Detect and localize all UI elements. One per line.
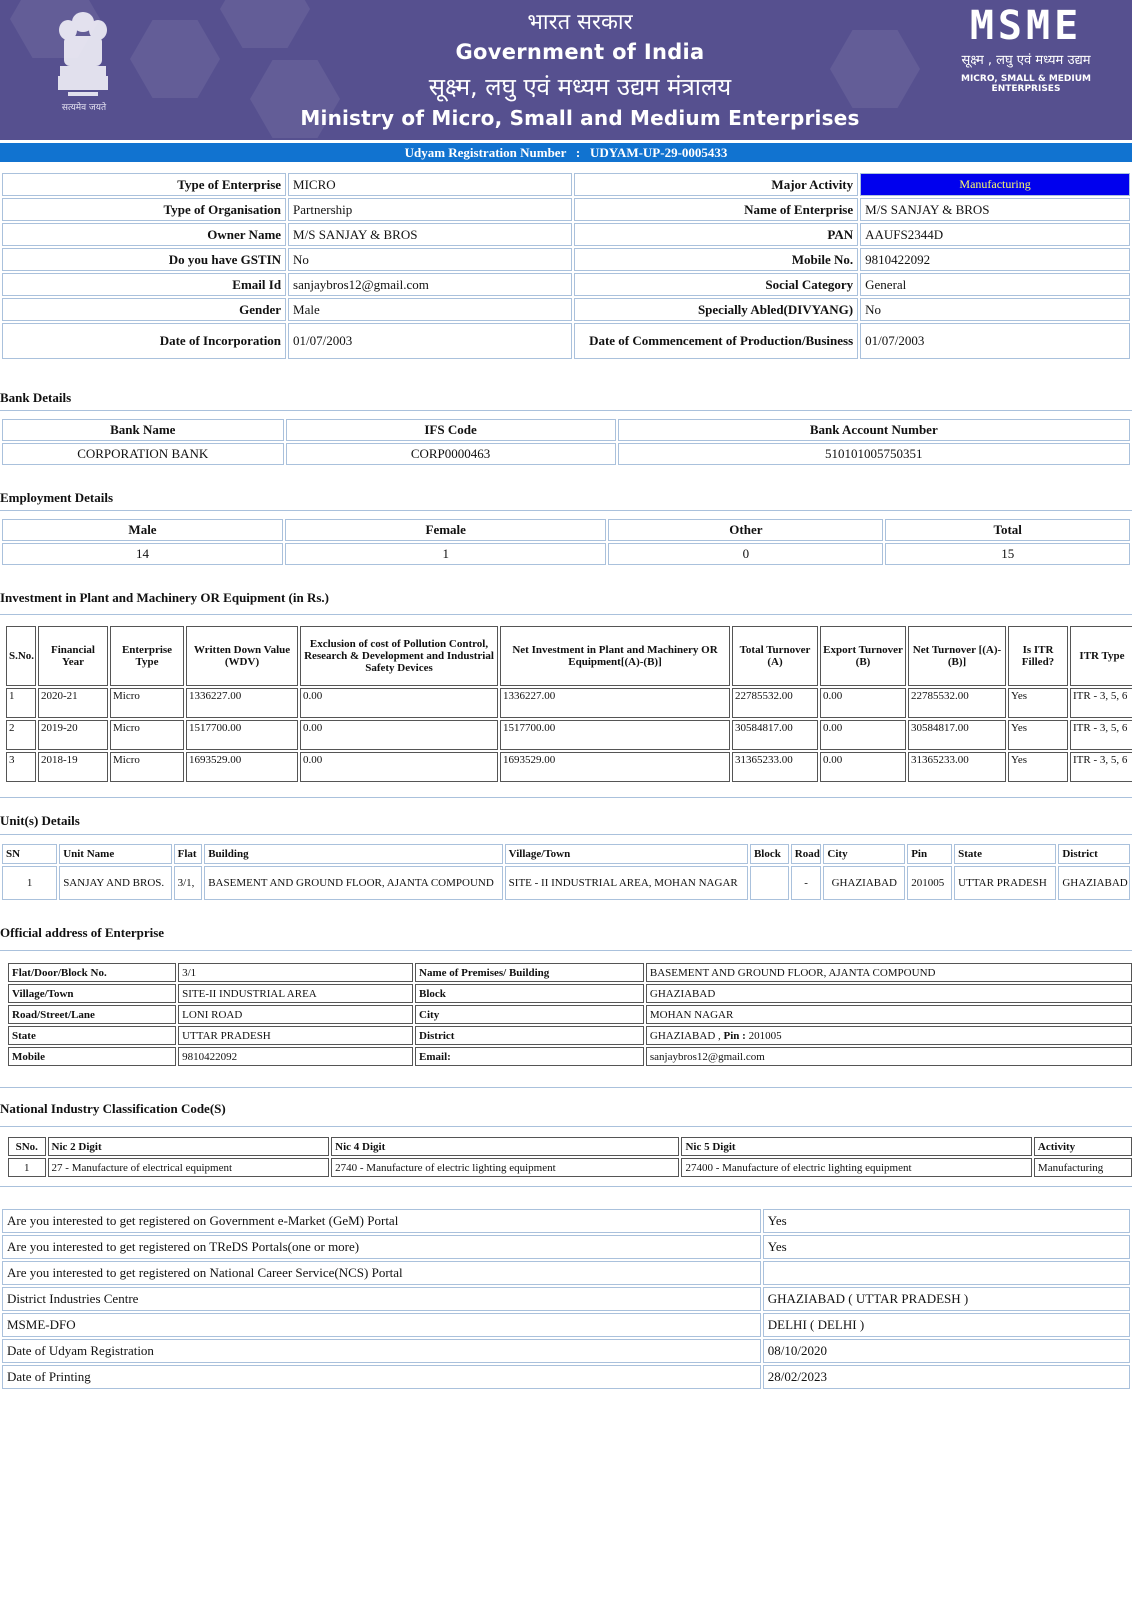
ministry-header (0, 0, 1132, 140)
cell: Yes (1008, 720, 1068, 750)
cell: - (791, 866, 822, 900)
state-value: UTTAR PRADESH (178, 1026, 413, 1045)
other-information-table (0, 1207, 1132, 1391)
nic-divider (0, 1126, 1132, 1127)
unit-header-city: City (823, 844, 905, 864)
commencement-date-value: 01/07/2003 (860, 323, 1130, 359)
registration-separator: : (575, 145, 581, 160)
cell: Yes (1008, 688, 1068, 718)
msme-logo-english: MICRO, SMALL & MEDIUM ENTERPRISES (960, 74, 1092, 94)
district-label: District (415, 1026, 644, 1045)
cell: 27 - Manufacture of electrical equipment (48, 1158, 330, 1177)
other-header: Other (608, 519, 883, 541)
unit-header-building: Building (204, 844, 502, 864)
premises-label: Name of Premises/ Building (415, 963, 644, 982)
cell: Manufacturing (1034, 1158, 1132, 1177)
cell: 1 (8, 1158, 46, 1177)
cell: Micro (110, 752, 184, 782)
cell: 2 (6, 720, 36, 750)
cell: 3/1, (174, 866, 203, 900)
registration-label: Udyam Registration Number (404, 145, 567, 160)
address-mobile-label: Mobile (8, 1047, 176, 1066)
unit-header-block: Block (750, 844, 789, 864)
cell: 0.00 (300, 720, 498, 750)
investment-heading: Investment in Plant and Machinery OR Equipment (in Rs.) (0, 590, 329, 605)
ncs-portal-answer (763, 1261, 1130, 1285)
nic-table (6, 1135, 1132, 1179)
account-number-header: Bank Account Number (618, 419, 1130, 441)
cell: 0.00 (820, 720, 906, 750)
hindi-government-title: भारत सरकार (527, 10, 633, 35)
nic-heading: National Industry Classification Code(S) (0, 1101, 226, 1116)
road-label: Road/Street/Lane (8, 1005, 176, 1024)
employment-details-table (0, 517, 1132, 567)
cell: 1336227.00 (500, 688, 730, 718)
flat-label: Flat/Door/Block No. (8, 963, 176, 982)
cell: GHAZIABAD (1058, 866, 1130, 900)
cell: BASEMENT AND GROUND FLOOR, AJANTA COMPOUND (204, 866, 502, 900)
table-row (2, 1339, 1130, 1363)
cell: Micro (110, 688, 184, 718)
district-value: GHAZIABAD , (649, 1029, 721, 1042)
investment-header-net-investment: Net Investment in Plant and Machinery OR Equipment[(A)-(B)] (500, 626, 730, 686)
official-address-heading: Official address of Enterprise (0, 925, 165, 940)
cell: 2740 - Manufacture of electric lighting equipment (331, 1158, 679, 1177)
major-activity-label: Major Activity (574, 173, 858, 196)
total-header: Total (885, 519, 1130, 541)
address-email-value: sanjaybros12@gmail.com (646, 1047, 1132, 1066)
pan-label: PAN (574, 223, 858, 246)
national-emblem-icon (50, 8, 116, 112)
cell: 2018-19 (38, 752, 108, 782)
table-row (2, 1365, 1130, 1389)
emblem-motto: सत्यमेव जयते (61, 103, 107, 113)
cell: SITE - II INDUSTRIAL AREA, MOHAN NAGAR (505, 866, 748, 900)
enterprise-details-table (0, 171, 1132, 361)
unit-header-state: State (954, 844, 1056, 864)
pin-value: 201005 (748, 1029, 782, 1042)
social-category-label: Social Category (574, 273, 858, 296)
female-count: 1 (285, 543, 606, 565)
investment-header-year: Financial Year (38, 626, 108, 686)
cell: ITR - 3, 5, 6 (1070, 688, 1132, 718)
village-label: Village/Town (8, 984, 176, 1003)
cell: 31365233.00 (908, 752, 1006, 782)
cell: 30584817.00 (908, 720, 1006, 750)
table-row (6, 720, 1132, 750)
cell: 1693529.00 (186, 752, 298, 782)
cell: 1693529.00 (500, 752, 730, 782)
city-label: City (415, 1005, 644, 1024)
dic-label: District Industries Centre (2, 1287, 761, 1311)
table-row (6, 752, 1132, 782)
gem-portal-question: Are you interested to get registered on Government e-Market (GeM) Portal (2, 1209, 761, 1233)
social-category-value: General (860, 273, 1130, 296)
unit-header-district: District (1058, 844, 1130, 864)
investment-bottom-divider (0, 797, 1132, 798)
cell: 31365233.00 (732, 752, 818, 782)
table-row (2, 1261, 1130, 1285)
investment-header-type: Enterprise Type (110, 626, 184, 686)
cell: 3 (6, 752, 36, 782)
cell: 0.00 (820, 752, 906, 782)
unit-header-road: Road (791, 844, 822, 864)
cell: 1 (6, 688, 36, 718)
type-of-organisation-label: Type of Organisation (2, 198, 286, 221)
msme-logo-hindi: सूक्ष्म , लघु एवं मध्यम उद्यम (961, 53, 1091, 68)
bank-name-value: CORPORATION BANK (2, 443, 284, 465)
cell: 0.00 (300, 752, 498, 782)
nic-header-5digit: Nic 5 Digit (681, 1137, 1031, 1156)
msme-logo (940, 3, 1112, 94)
city-value: MOHAN NAGAR (646, 1005, 1132, 1024)
cell: 1517700.00 (186, 720, 298, 750)
address-mobile-value: 9810422092 (178, 1047, 413, 1066)
bank-details-heading: Bank Details (0, 390, 72, 405)
investment-header-sno: S.No. (6, 626, 36, 686)
table-row (2, 1235, 1130, 1259)
email-label: Email Id (2, 273, 286, 296)
pin-label: Pin : (723, 1029, 746, 1042)
other-count: 0 (608, 543, 883, 565)
cell: Micro (110, 720, 184, 750)
ncs-portal-question: Are you interested to get registered on National Career Service(NCS) Portal (2, 1261, 761, 1285)
major-activity-value: Manufacturing (860, 173, 1130, 196)
owner-name-label: Owner Name (2, 223, 286, 246)
hindi-ministry-title: सूक्ष्म, लघु एवं मध्यम उद्यम मंत्रालय (428, 73, 732, 101)
pan-value: AAUFS2344D (860, 223, 1130, 246)
employment-divider (0, 510, 1132, 511)
nic-header-4digit: Nic 4 Digit (331, 1137, 679, 1156)
ifs-code-header: IFS Code (286, 419, 616, 441)
unit-header-flat: Flat (174, 844, 203, 864)
cell: 1517700.00 (500, 720, 730, 750)
msme-dfo-value: DELHI ( DELHI ) (763, 1313, 1130, 1337)
udyam-registration-date-label: Date of Udyam Registration (2, 1339, 761, 1363)
block-label: Block (415, 984, 644, 1003)
nic-header-2digit: Nic 2 Digit (48, 1137, 330, 1156)
unit-divider (0, 834, 1132, 835)
mobile-label: Mobile No. (574, 248, 858, 271)
cell: 0.00 (300, 688, 498, 718)
cell: 2019-20 (38, 720, 108, 750)
printing-date-label: Date of Printing (2, 1365, 761, 1389)
investment-table (4, 624, 1132, 784)
nic-bottom-divider (0, 1186, 1132, 1187)
investment-header-itr-filed: Is ITR Filled? (1008, 626, 1068, 686)
unit-header-pin: Pin (907, 844, 952, 864)
cell: ITR - 3, 5, 6 (1070, 720, 1132, 750)
address-email-label: Email: (415, 1047, 644, 1066)
district-pin-value (646, 1026, 1132, 1045)
udyam-registration-date-value: 08/10/2020 (763, 1339, 1130, 1363)
investment-header-net-turnover: Net Turnover [(A)-(B)] (908, 626, 1006, 686)
cell: 0.00 (820, 688, 906, 718)
email-value: sanjaybros12@gmail.com (288, 273, 572, 296)
treds-portal-answer: Yes (763, 1235, 1130, 1259)
divyang-label: Specially Abled(DIVYANG) (574, 298, 858, 321)
unit-details-table (0, 842, 1132, 902)
investment-header-wdv: Written Down Value (WDV) (186, 626, 298, 686)
registration-number-bar (0, 143, 1132, 162)
female-header: Female (285, 519, 606, 541)
premises-value: BASEMENT AND GROUND FLOOR, AJANTA COMPOUND (646, 963, 1132, 982)
enterprise-name-label: Name of Enterprise (574, 198, 858, 221)
gstin-label: Do you have GSTIN (2, 248, 286, 271)
cell: 1 (2, 866, 57, 900)
cell: 30584817.00 (732, 720, 818, 750)
investment-divider (0, 614, 1132, 615)
type-of-organisation-value: Partnership (288, 198, 572, 221)
village-value: SITE-II INDUSTRIAL AREA (178, 984, 413, 1003)
address-divider (0, 950, 1132, 951)
bank-name-header: Bank Name (2, 419, 284, 441)
type-of-enterprise-value: MICRO (288, 173, 572, 196)
gstin-value: No (288, 248, 572, 271)
block-value: GHAZIABAD (646, 984, 1132, 1003)
dic-value: GHAZIABAD ( UTTAR PRADESH ) (763, 1287, 1130, 1311)
divyang-value: No (860, 298, 1130, 321)
nic-header-sno: SNo. (8, 1137, 46, 1156)
table-row (2, 1313, 1130, 1337)
cell: 2020-21 (38, 688, 108, 718)
cell: 22785532.00 (732, 688, 818, 718)
unit-header-name: Unit Name (59, 844, 171, 864)
table-row (2, 1287, 1130, 1311)
cell: Yes (1008, 752, 1068, 782)
total-count: 15 (885, 543, 1130, 565)
cell: ITR - 3, 5, 6 (1070, 752, 1132, 782)
cell: SANJAY AND BROS. (59, 866, 171, 900)
treds-portal-question: Are you interested to get registered on TReDS Portals(one or more) (2, 1235, 761, 1259)
account-number-value: 510101005750351 (618, 443, 1130, 465)
male-count: 14 (2, 543, 283, 565)
ifs-code-value: CORP0000463 (286, 443, 616, 465)
owner-name-value: M/S SANJAY & BROS (288, 223, 572, 246)
gender-value: Male (288, 298, 572, 321)
table-row (6, 688, 1132, 718)
gem-portal-answer: Yes (763, 1209, 1130, 1233)
road-value: LONI ROAD (178, 1005, 413, 1024)
cell: UTTAR PRADESH (954, 866, 1056, 900)
type-of-enterprise-label: Type of Enterprise (2, 173, 286, 196)
cell: 201005 (907, 866, 952, 900)
bank-details-table (0, 417, 1132, 467)
msme-logo-mark: MSME (969, 3, 1083, 49)
table-row (2, 1209, 1130, 1233)
cell: 22785532.00 (908, 688, 1006, 718)
table-row (2, 866, 1130, 900)
flat-value: 3/1 (178, 963, 413, 982)
commencement-date-label: Date of Commencement of Production/Business (574, 323, 858, 359)
address-bottom-divider (0, 1087, 1132, 1088)
investment-header-total-turnover: Total Turnover (A) (732, 626, 818, 686)
incorporation-date-label: Date of Incorporation (2, 323, 286, 359)
state-label: State (8, 1026, 176, 1045)
gender-label: Gender (2, 298, 286, 321)
ministry-title: Ministry of Micro, Small and Medium Enterprises (300, 106, 860, 130)
nic-header-activity: Activity (1034, 1137, 1132, 1156)
printing-date-value: 28/02/2023 (763, 1365, 1130, 1389)
investment-header-exclusion: Exclusion of cost of Pollution Control, Research & Development and Industrial Safety Devices (300, 626, 498, 686)
mobile-value: 9810422092 (860, 248, 1130, 271)
male-header: Male (2, 519, 283, 541)
incorporation-date-value: 01/07/2003 (288, 323, 572, 359)
bank-divider (0, 410, 1132, 411)
cell: 1336227.00 (186, 688, 298, 718)
government-title: Government of India (455, 40, 705, 64)
official-address-table (6, 961, 1132, 1068)
unit-header-village: Village/Town (505, 844, 748, 864)
investment-header-export-turnover: Export Turnover (B) (820, 626, 906, 686)
unit-details-heading: Unit(s) Details (0, 813, 80, 828)
registration-number: UDYAM-UP-29-0005433 (589, 145, 728, 160)
table-row (8, 1158, 1132, 1177)
investment-header-itr-type: ITR Type (1070, 626, 1132, 686)
cell: 27400 - Manufacture of electric lighting equipment (681, 1158, 1031, 1177)
msme-dfo-label: MSME-DFO (2, 1313, 761, 1337)
cell (750, 866, 789, 900)
employment-details-heading: Employment Details (0, 490, 114, 505)
unit-header-sn: SN (2, 844, 57, 864)
enterprise-name-value: M/S SANJAY & BROS (860, 198, 1130, 221)
cell: GHAZIABAD (823, 866, 905, 900)
